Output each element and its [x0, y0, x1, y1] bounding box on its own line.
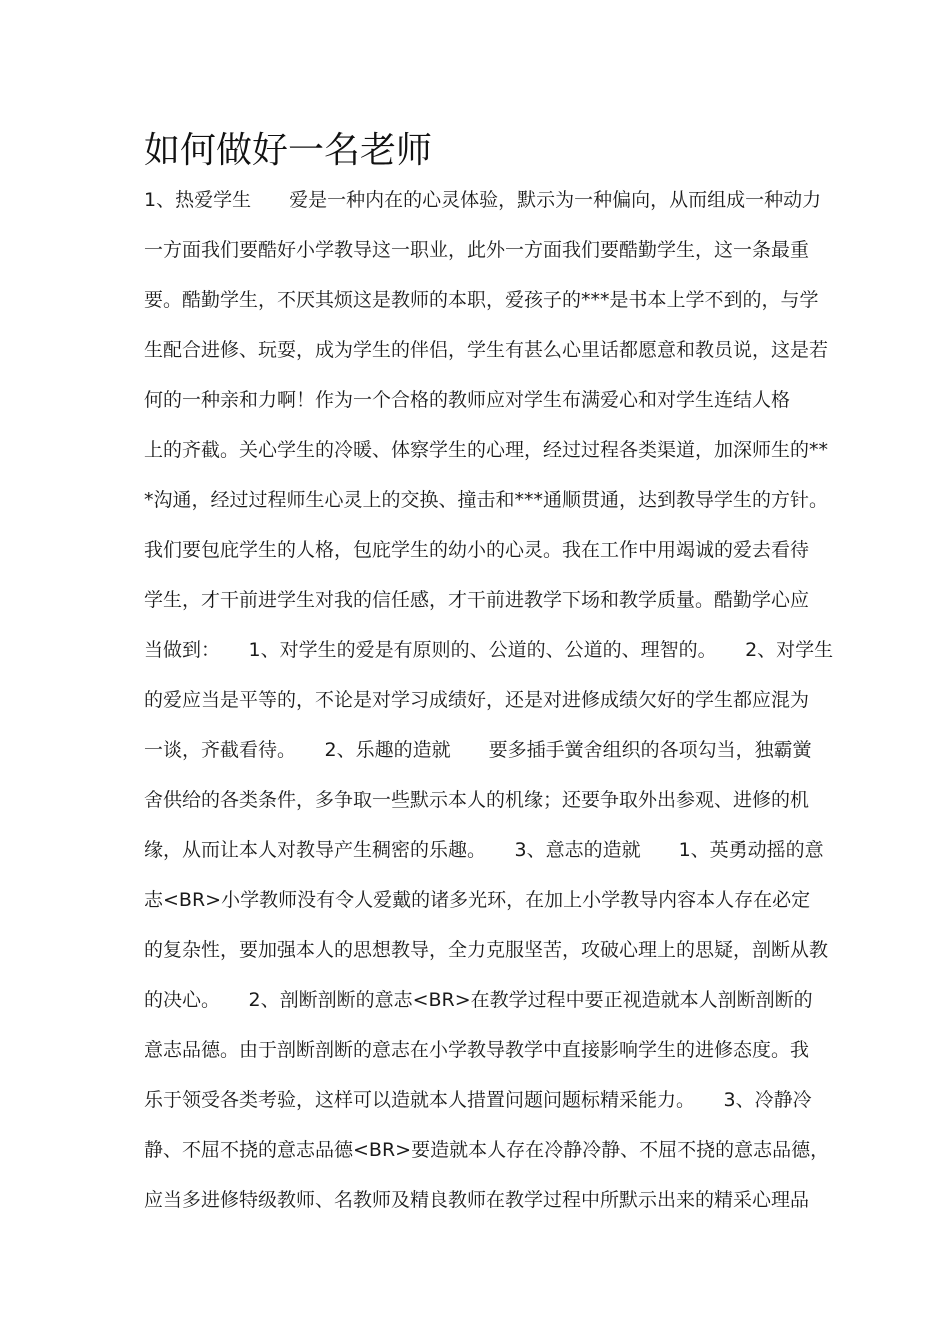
body-line: 要。酷勤学生，不厌其烦这是教师的本职，爱孩子的***是书本上学不到的，与学	[144, 289, 819, 311]
body-line: 静、不屈不挠的意志品德<BR>要造就本人存在冷静冷静、不屈不挠的意志品德，	[144, 1139, 830, 1161]
body-line: 何的一种亲和力啊！作为一个合格的教师应对学生布满爱心和对学生连结人格	[144, 389, 791, 411]
body-line: 的爱应当是平等的，不论是对学习成绩好，还是对进修成绩欠好的学生都应混为	[144, 689, 810, 711]
body-line: 应当多进修特级教师、名教师及精良教师在教学过程中所默示出来的精采心理品	[144, 1189, 810, 1211]
body-line: 上的齐截。关心学生的冷暖、体察学生的心理，经过过程各类渠道，加深师生的**	[144, 439, 829, 461]
body-line: *沟通，经过过程师生心灵上的交换、撞击和***通顺贯通，达到教导学生的方针。	[144, 489, 829, 511]
body-line: 意志品德。由于剖断剖断的意志在小学教导教学中直接影响学生的进修态度。我	[144, 1039, 810, 1061]
body-line: 缘，从而让本人对教导产生稠密的乐趣。 3、意志的造就 1、英勇动摇的意	[144, 839, 824, 861]
body-line: 当做到： 1、对学生的爱是有原则的、公道的、公道的、理智的。 2、对学生	[144, 639, 834, 661]
body-line: 生配合进修、玩耍，成为学生的伴侣，学生有甚么心里话都愿意和教员说，这是若	[144, 339, 829, 361]
body-line: 1、热爱学生 爱是一种内在的心灵体验，默示为一种偏向，从而组成一种动力	[144, 189, 822, 211]
body-line: 的复杂性，要加强本人的思想教导，全力克服坚苦，攻破心理上的思疑，剖断从教	[144, 939, 829, 961]
document-title: 如何做好一名老师	[144, 130, 433, 171]
body-line: 一谈，齐截看待。 2、乐趣的造就 要多插手黉舍组织的各项勾当，独霸黉	[144, 739, 812, 761]
document-body	[144, 183, 844, 1233]
body-line: 志<BR>小学教师没有令人爱戴的诸多光环，在加上小学教导内容本人存在必定	[144, 889, 811, 911]
body-line: 的决心。 2、剖断剖断的意志<BR>在教学过程中要正视造就本人剖断剖断的	[144, 989, 813, 1011]
body-line: 我们要包庇学生的人格，包庇学生的幼小的心灵。我在工作中用竭诚的爱去看待	[144, 539, 810, 561]
body-line: 一方面我们要酷好小学教导这一职业，此外一方面我们要酷勤学生，这一条最重	[144, 239, 810, 261]
body-line: 舍供给的各类条件，多争取一些默示本人的机缘；还要争取外出参观、进修的机	[144, 789, 810, 811]
body-line: 乐于领受各类考验，这样可以造就本人措置问题问题标精采能力。 3、冷静冷	[144, 1089, 812, 1111]
body-line: 学生，才干前进学生对我的信任感，才干前进教学下场和教学质量。酷勤学心应	[144, 589, 810, 611]
